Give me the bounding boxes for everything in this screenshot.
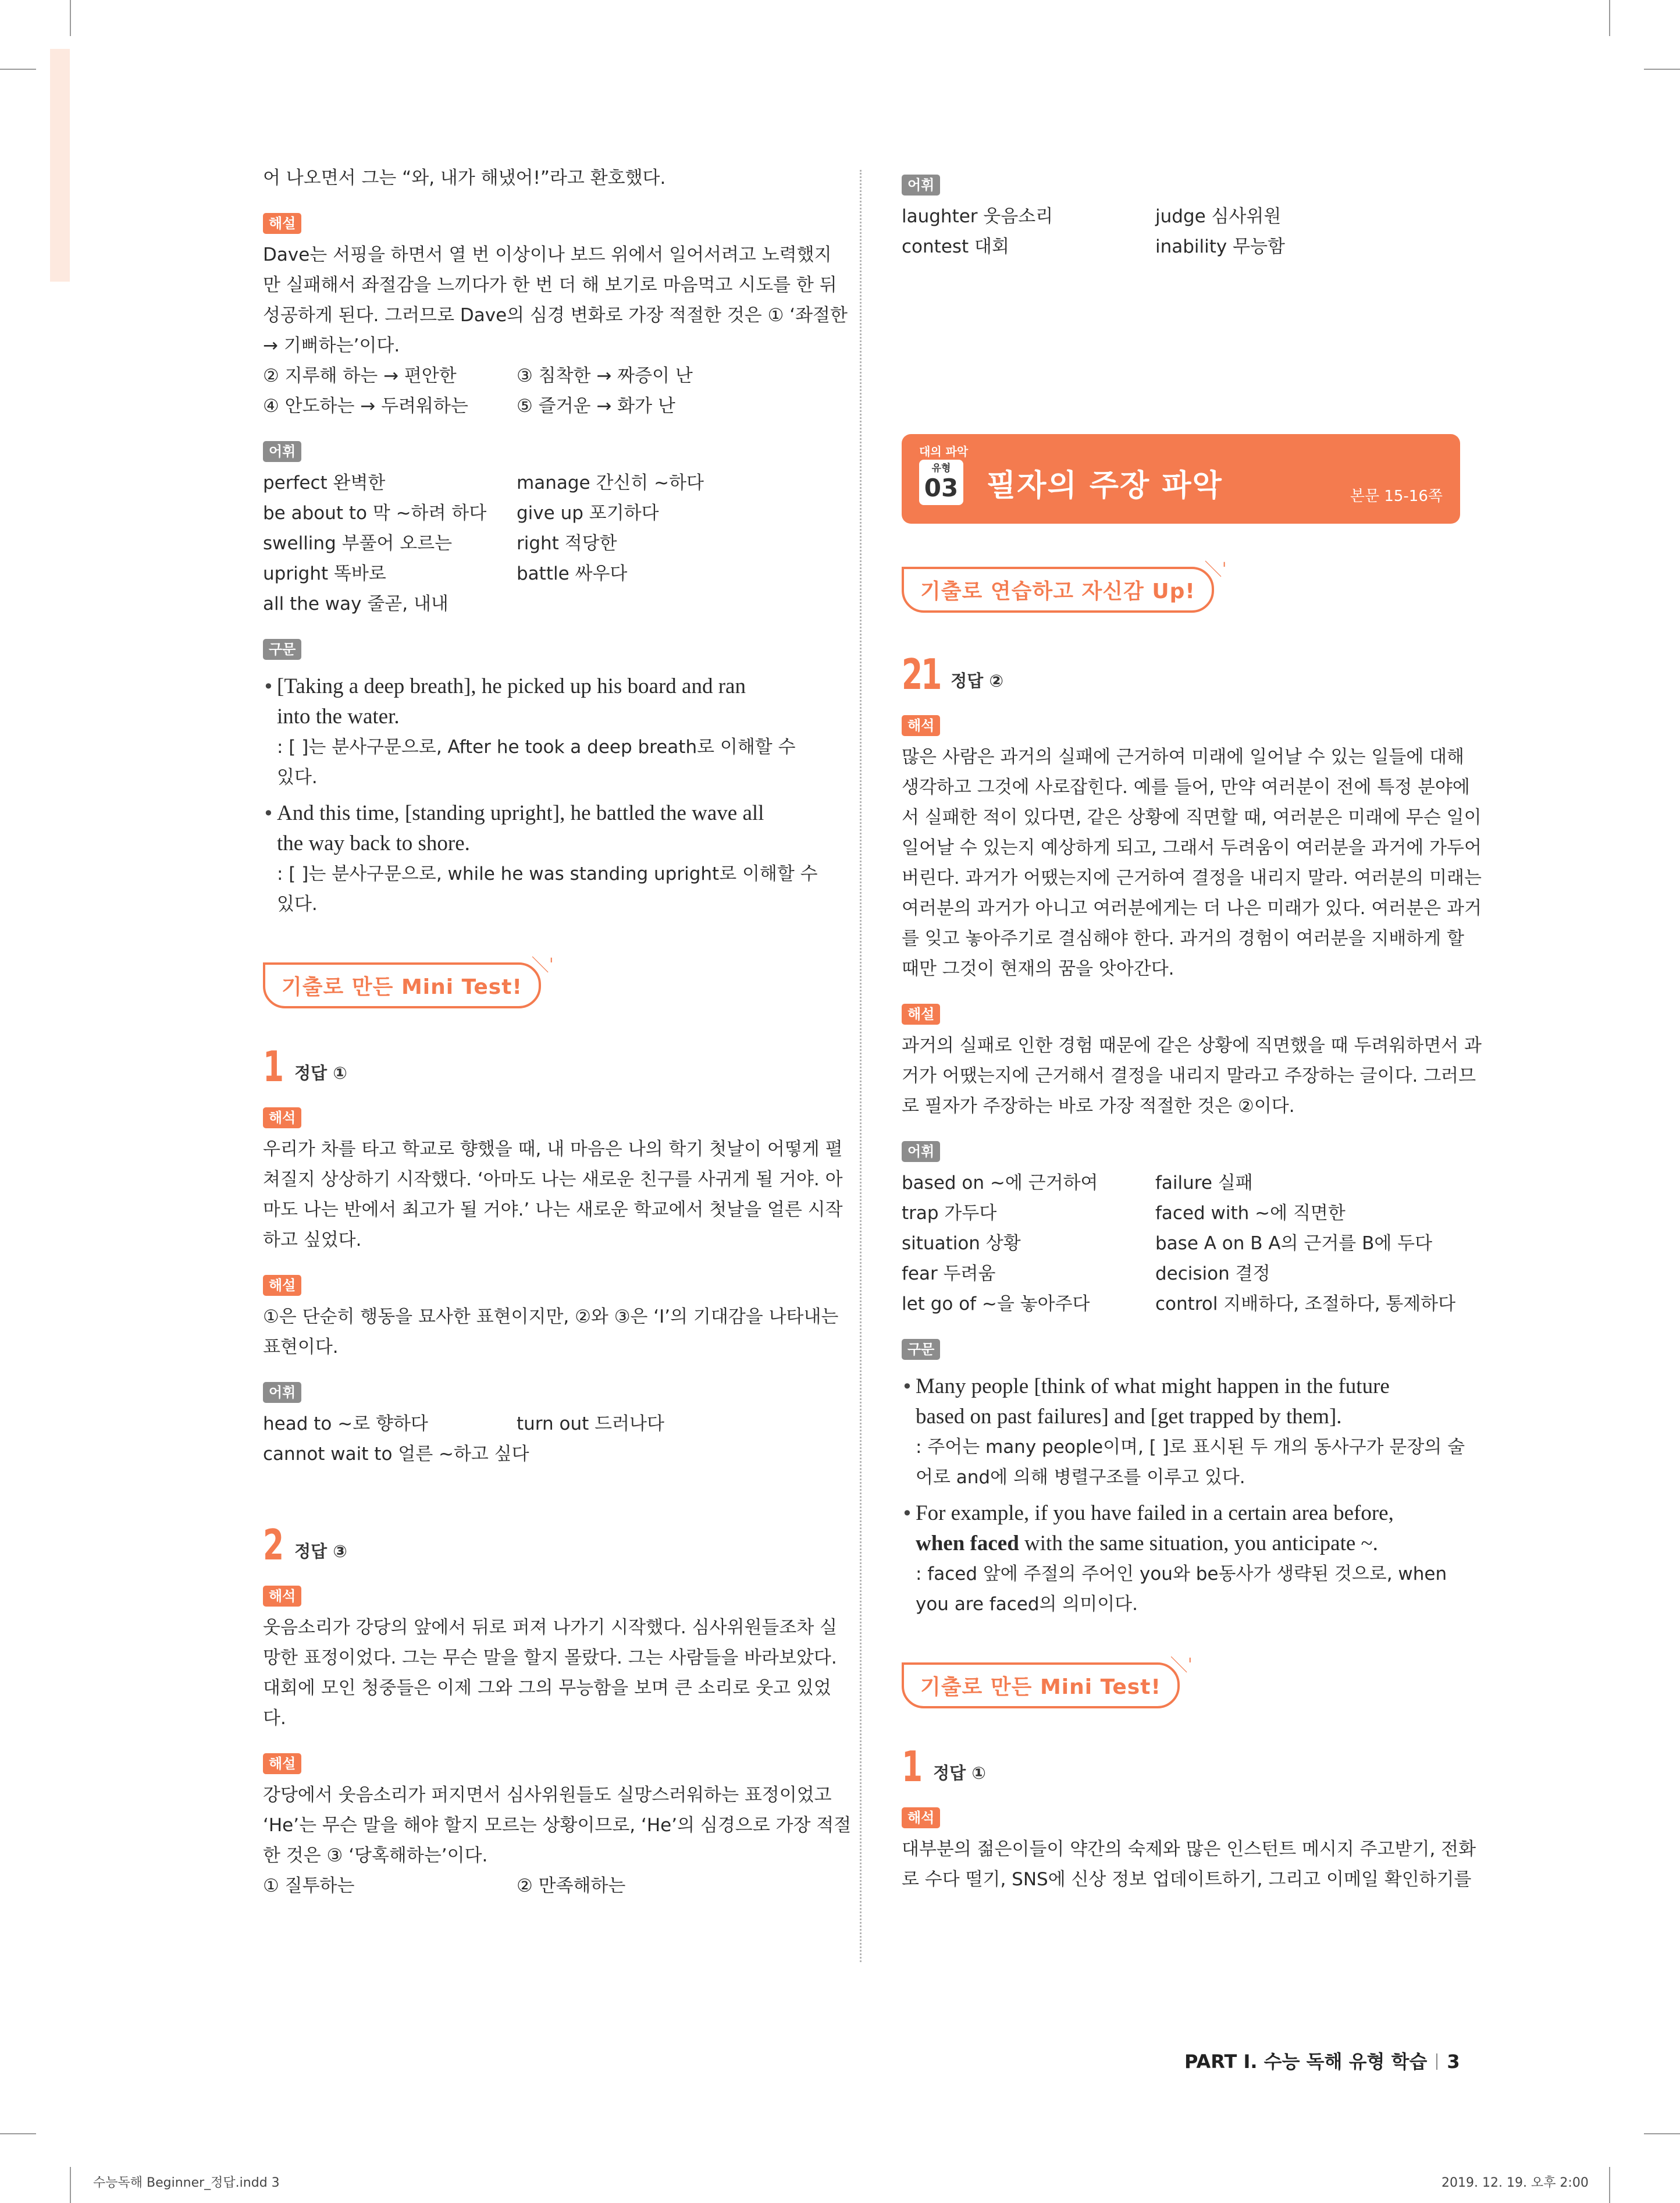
question-header [902, 1742, 1460, 1791]
crop-mark [1609, 2167, 1610, 2203]
vocab-item: fear 두려움 [902, 1263, 996, 1284]
type-badge [919, 460, 963, 505]
explanation-line: → 기뻐하는’이다. [263, 335, 400, 356]
syntax-note: : 주어는 many people이며, [ ]로 표시된 두 개의 동사구가 문장의 술 [916, 1437, 1465, 1458]
syntax-sentence [263, 671, 821, 793]
question-header [263, 1520, 821, 1569]
vocab-item: perfect 완벽한 [263, 472, 386, 493]
syntax-tag: 구문 [902, 1339, 940, 1360]
answer-label: 정답 ② [951, 671, 1003, 691]
syntax-note: : [ ]는 분사구문으로, while he was standing upright로 이해할 수 [277, 864, 818, 884]
print-slug-date: 2019. 12. 19. 오후 2:00 [1441, 2176, 1589, 2190]
vocab-item: right 적당한 [517, 533, 617, 554]
explanation-line: 표현이다. [263, 1337, 339, 1358]
intro-line: 어 나오면서 그는 “와, 내가 해냈어!”라고 환호했다. [263, 168, 666, 189]
sparkle-icon: ＼ˈ [1204, 560, 1227, 580]
translation-line: 대회에 모인 청중들은 이제 그와 그의 무능함을 보며 큰 소리로 웃고 있었 [263, 1678, 831, 1699]
explanation-line: 거가 어땠는지에 근거해서 결정을 내리지 말라고 주장하는 글이다. 그러므 [902, 1065, 1476, 1086]
choice: ① 질투하는 [263, 1875, 355, 1896]
translation-line: 많은 사람은 과거의 실패에 근거하여 미래에 일어날 수 있는 일들에 대해 [902, 747, 1464, 768]
explanation-tag: 해설 [263, 1275, 301, 1296]
question-number: 1 [902, 1742, 921, 1791]
footer-separator [1436, 2053, 1437, 2070]
type-badge-number: 03 [924, 474, 959, 502]
vocab-item: control 지배하다, 조절하다, 통제하다 [1155, 1294, 1456, 1314]
vocab-item: cannot wait to 얼른 ~하고 싶다 [263, 1444, 529, 1465]
sparkle-icon: ＼ˈ [531, 955, 554, 976]
type-badge-label: 유형 [931, 463, 951, 474]
mini-test-title: 기출로 만든 Mini Test! [902, 1662, 1180, 1708]
page-footer [1184, 2047, 1460, 2074]
vocab-tag: 어휘 [263, 1382, 301, 1403]
translation-line: 웃음소리가 강당의 앞에서 뒤로 퍼져 나가기 시작했다. 심사위원들조차 실 [263, 1617, 838, 1638]
vocab-item: give up 포기하다 [517, 503, 659, 524]
vocab-item: let go of ~을 놓아주다 [902, 1294, 1090, 1314]
question-number: 21 [902, 650, 941, 699]
crop-mark [0, 69, 36, 70]
crop-mark [1644, 2133, 1680, 2134]
vocab-tag: 어휘 [263, 441, 301, 462]
answer-label: 정답 ① [294, 1063, 347, 1083]
mini-test-label [263, 955, 554, 1008]
explanation-line: 강당에서 웃음소리가 퍼지면서 심사위원들도 실망스러워하는 표정이었고 [263, 1785, 832, 1806]
syntax-english: Many people [think of what might happen in the future [916, 1374, 1390, 1398]
syntax-tag: 구문 [263, 639, 301, 660]
explanation-tag: 해설 [902, 1004, 940, 1025]
mini-test-title: 기출로 만든 Mini Test! [263, 962, 541, 1008]
syntax-note: : [ ]는 분사구문으로, After he took a deep breath로 이해할 수 [277, 737, 796, 758]
syntax-note: 있다. [277, 894, 318, 915]
syntax-sentence [902, 1498, 1460, 1619]
explanation-line: 한 것은 ③ ‘당혹해하는’이다. [263, 1845, 488, 1866]
translation-line: 일어날 수 있는지 예상하게 되고, 그래서 두려움이 여러분을 과거에 가두어 [902, 837, 1482, 858]
vocab-item: head to ~로 향하다 [263, 1413, 428, 1434]
choice: ② 만족해하는 [517, 1875, 626, 1896]
answer-label: 정답 ③ [294, 1541, 347, 1561]
syntax-english: [Taking a deep breath], he picked up his board and ran [277, 674, 746, 698]
practice-title: 기출로 연습하고 자신감 Up! [902, 567, 1214, 613]
vocab-item: inability 무능함 [1155, 236, 1285, 257]
answer-label: 정답 ① [933, 1763, 986, 1783]
vocab-item: manage 간신히 ~하다 [517, 472, 704, 493]
crop-mark [1644, 69, 1680, 70]
translation-line: 마도 나는 반에서 최고가 될 거야.’ 나는 새로운 학교에서 첫날을 얼른 시작 [263, 1199, 843, 1220]
syntax-english: For example, if you have failed in a certain area before, [916, 1501, 1394, 1525]
vocab-item: trap 가두다 [902, 1203, 997, 1224]
translation-line: 버린다. 과거가 어땠는지에 근거하여 결정을 내리지 말라. 여러분의 미래는 [902, 868, 1482, 889]
explanation-line: 성공하게 된다. 그러므로 Dave의 심경 변화로 가장 적절한 것은 ① ‘좌절한 [263, 305, 848, 326]
crop-mark [70, 2167, 71, 2203]
translation-line: 로 수다 떨기, SNS에 신상 정보 업데이트하기, 그리고 이메일 확인하기를 [902, 1869, 1472, 1890]
bullet: • [263, 802, 274, 825]
choice-grid [263, 1871, 821, 1901]
translation-line: 생각하고 그것에 사로잡힌다. 예를 들어, 만약 여러분이 전에 특정 분야에 [902, 777, 1470, 798]
syntax-english: the way back to shore. [277, 832, 470, 855]
crop-mark [0, 2133, 36, 2134]
translation-tag: 해석 [902, 715, 940, 736]
translation-tag: 해석 [263, 1107, 301, 1128]
syntax-note: you are faced의 의미이다. [916, 1594, 1138, 1615]
vocab-item: turn out 드러나다 [517, 1413, 664, 1434]
bullet: • [263, 676, 274, 698]
banner-title: 필자의 주장 파악 [987, 468, 1223, 503]
explanation-line: 로 필자가 주장하는 바로 가장 적절한 것은 ②이다. [902, 1096, 1295, 1117]
vocab-item: failure 실패 [1155, 1172, 1253, 1193]
translation-line: 망한 표정이었다. 그는 무슨 말을 할지 몰랐다. 그는 사람들을 바라보았다. [263, 1647, 837, 1668]
bullet: • [902, 1376, 913, 1398]
syntax-english [916, 1529, 1460, 1559]
page-reference: 본문 15-16쪽 [1350, 488, 1443, 505]
practice-label [902, 560, 1227, 613]
syntax-english-rest: with the same situation, you anticipate ~. [1019, 1532, 1378, 1555]
syntax-highlight: when faced [916, 1532, 1019, 1555]
choice: ⑤ 즐거운 → 화가 난 [517, 396, 675, 417]
translation-line: 를 잊고 놓아주기로 결심해야 한다. 과거의 경험이 여러분을 지배하게 할 [902, 928, 1464, 949]
vocab-item: laughter 웃음소리 [902, 206, 1053, 227]
column-divider [860, 170, 862, 1962]
syntax-note: 있다. [277, 767, 318, 788]
crop-mark [1609, 0, 1610, 36]
translation-line: 서 실패한 적이 있다면, 같은 상황에 직면할 때, 여러분은 미래에 무슨 일이 [902, 807, 1482, 828]
left-column [263, 163, 852, 1901]
translation-line: 쳐질지 상상하기 시작했다. ‘아마도 나는 새로운 친구를 사귀게 될 거야. 아 [263, 1169, 843, 1190]
question-header [263, 1042, 821, 1091]
translation-tag: 해석 [263, 1586, 301, 1607]
explanation-line: Dave는 서핑을 하면서 열 번 이상이나 보드 위에서 일어서려고 노력했지 [263, 244, 832, 265]
vocab-grid [902, 201, 1460, 262]
syntax-sentence [902, 1371, 1465, 1493]
vocab-item: situation 상황 [902, 1233, 1021, 1254]
part-title: PART Ⅰ. 수능 독해 유형 학습 [1184, 2051, 1428, 2073]
vocab-item: decision 결정 [1155, 1263, 1270, 1284]
translation-line: 대부분의 젊은이들이 약간의 숙제와 많은 인스턴트 메시지 주고받기, 전화 [902, 1839, 1476, 1860]
syntax-sentence [263, 798, 821, 919]
question-header [902, 650, 1460, 699]
vocab-item: faced with ~에 직면한 [1155, 1203, 1346, 1224]
vocab-grid [263, 1409, 821, 1469]
vocab-tag: 어휘 [902, 1141, 940, 1162]
vocab-item: upright 똑바로 [263, 563, 386, 584]
explanation-tag: 해설 [263, 1753, 301, 1774]
section-banner [902, 434, 1460, 524]
question-number: 1 [263, 1042, 283, 1091]
translation-tag: 해석 [902, 1807, 940, 1828]
explanation-line: ①은 단순히 행동을 묘사한 표현이지만, ②와 ③은 ‘I’의 기대감을 나타내는 [263, 1306, 839, 1327]
translation-line: 다. [263, 1708, 286, 1729]
explanation-line: ‘He’는 무슨 말을 해야 할지 모르는 상황이므로, ‘He’의 심경으로 가장 적절 [263, 1815, 852, 1836]
syntax-english: into the water. [277, 705, 400, 729]
syntax-english: And this time, [standing upright], he battled the wave all [277, 801, 764, 825]
crop-mark [70, 0, 71, 36]
sparkle-icon: ＼ˈ [1170, 1655, 1193, 1676]
choice: ④ 안도하는 → 두려워하는 [263, 396, 468, 417]
bullet: • [902, 1502, 913, 1525]
print-slug-file: 수능독해 Beginner_정답.indd 3 [93, 2176, 280, 2190]
explanation-tag: 해설 [263, 213, 301, 234]
choice: ③ 침착한 → 짜증이 난 [517, 365, 693, 386]
explanation-line: 만 실패해서 좌절감을 느끼다가 한 번 더 해 보기로 마음먹고 시도를 한 뒤 [263, 275, 837, 296]
vocab-item: base A on B A의 근거를 B에 두다 [1155, 1233, 1433, 1254]
vocab-grid [263, 468, 821, 619]
right-column [902, 172, 1482, 1895]
vocab-item: all the way 줄곧, 내내 [263, 594, 449, 614]
syntax-english: based on past failures] and [get trapped by them]. [916, 1405, 1342, 1429]
translation-line: 하고 싶었다. [263, 1230, 362, 1250]
syntax-note: : faced 앞에 주절의 주어인 you와 be동사가 생략된 것으로, when [916, 1564, 1447, 1584]
mini-test-label [902, 1655, 1193, 1708]
translation-line: 우리가 차를 타고 학교로 향했을 때, 내 마음은 나의 학기 첫날이 어떻게 펼 [263, 1139, 843, 1160]
question-number: 2 [263, 1520, 283, 1569]
vocab-item: swelling 부풀어 오르는 [263, 533, 453, 554]
page-number: 3 [1447, 2051, 1460, 2073]
syntax-note: 어로 and에 의해 병렬구조를 이루고 있다. [916, 1467, 1245, 1488]
choice-grid [263, 361, 821, 421]
vocab-item: contest 대회 [902, 236, 1009, 257]
choice: ② 지루해 하는 → 편안한 [263, 365, 457, 386]
vocab-item: judge 심사위원 [1155, 206, 1282, 227]
translation-line: 여러분의 과거가 아니고 여러분에게는 더 나은 미래가 있다. 여러분은 과거 [902, 898, 1482, 919]
translation-line: 때만 그것이 현재의 꿈을 앗아간다. [902, 958, 1174, 979]
banner-category: 대의 파악 [919, 445, 969, 459]
explanation-line: 과거의 실패로 인한 경험 때문에 같은 상황에 직면했을 때 두려워하면서 과 [902, 1035, 1482, 1056]
vocab-grid [902, 1168, 1460, 1319]
vocab-item: be about to 막 ~하려 하다 [263, 503, 487, 524]
vocab-item: based on ~에 근거하여 [902, 1172, 1098, 1193]
vocab-item: battle 싸우다 [517, 563, 628, 584]
vocab-tag: 어휘 [902, 175, 940, 196]
margin-tab [50, 49, 70, 282]
